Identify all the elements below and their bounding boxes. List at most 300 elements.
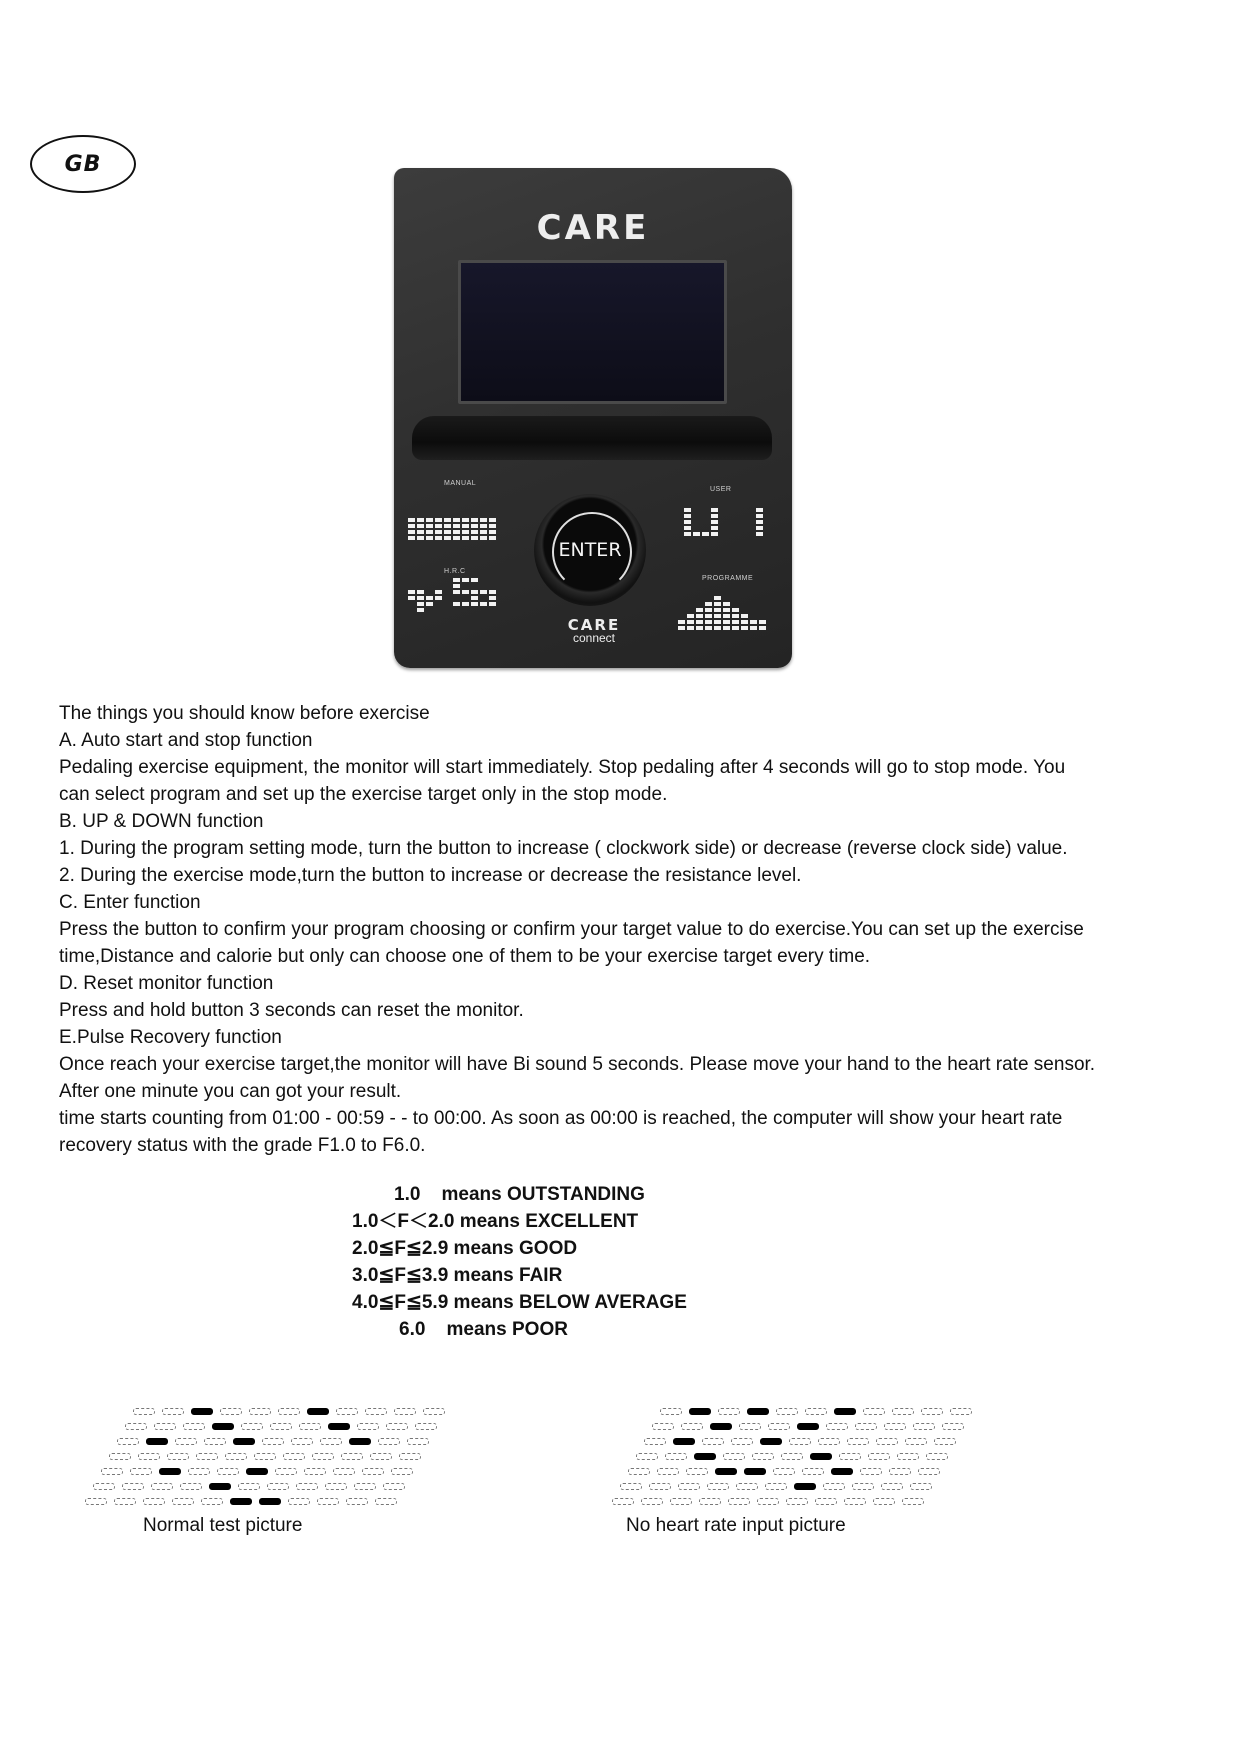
matrix-dot — [444, 590, 451, 594]
matrix-dot — [750, 608, 757, 612]
matrix-dot — [732, 626, 739, 630]
matrix-dot — [741, 596, 748, 600]
matrix-dot — [705, 608, 712, 612]
segment-off — [897, 1453, 919, 1460]
segment-off — [736, 1483, 758, 1490]
matrix-dot — [756, 526, 763, 530]
segment-off — [921, 1408, 943, 1415]
segment-off — [768, 1423, 790, 1430]
segment-off — [114, 1498, 136, 1505]
matrix-dot — [444, 578, 451, 582]
matrix-dot — [741, 614, 748, 618]
matrix-dot — [741, 626, 748, 630]
matrix-dot — [750, 602, 757, 606]
matrix-dot — [684, 532, 691, 536]
segment-off — [707, 1483, 729, 1490]
segment-off — [612, 1498, 634, 1505]
matrix-dot — [750, 614, 757, 618]
segment-off — [354, 1483, 376, 1490]
matrix-dot — [723, 626, 730, 630]
section-c-heading: C. Enter function — [59, 892, 201, 913]
matrix-dot — [759, 626, 766, 630]
matrix-dot — [711, 520, 718, 524]
segment-off — [299, 1423, 321, 1430]
matrix-dot — [444, 518, 451, 522]
matrix-dot — [705, 614, 712, 618]
matrix-dot — [750, 620, 757, 624]
segment-off — [873, 1498, 895, 1505]
instructions-text — [59, 700, 1099, 1159]
section-b-item-2: 2. During the exercise mode,turn the button to increase or decrease the resistance level. — [59, 865, 802, 886]
segment-off — [122, 1483, 144, 1490]
segment-on — [694, 1453, 716, 1460]
matrix-dot — [678, 620, 685, 624]
console-lcd-screen — [458, 260, 727, 404]
matrix-dot — [729, 520, 736, 524]
matrix-dot — [471, 602, 478, 606]
matrix-dot — [417, 602, 424, 606]
segment-off — [863, 1408, 885, 1415]
language-badge — [30, 135, 136, 193]
matrix-dot — [720, 520, 727, 524]
matrix-dot — [684, 514, 691, 518]
segment-off — [85, 1498, 107, 1505]
segment-off — [826, 1423, 848, 1430]
segment-off — [204, 1438, 226, 1445]
segment-on — [159, 1468, 181, 1475]
matrix-dot — [684, 508, 691, 512]
matrix-dot — [408, 518, 415, 522]
segment-off — [889, 1468, 911, 1475]
section-a-body: Pedaling exercise equipment, the monitor will start immediately. Stop pedaling after 4 seconds will go to stop mode. You can select program and set up the exercise target only in the stop mode. — [59, 757, 1066, 805]
matrix-dot — [453, 536, 460, 540]
matrix-dot — [417, 536, 424, 540]
matrix-dot — [489, 596, 496, 600]
matrix-dot — [759, 608, 766, 612]
segment-off — [278, 1408, 300, 1415]
matrix-dot — [435, 524, 442, 528]
matrix-dot — [444, 584, 451, 588]
segment-off — [362, 1468, 384, 1475]
matrix-dot — [489, 602, 496, 606]
hrc-icon — [408, 578, 496, 612]
matrix-dot — [720, 526, 727, 530]
matrix-dot — [714, 614, 721, 618]
segment-off — [407, 1438, 429, 1445]
matrix-dot — [732, 608, 739, 612]
segment-on — [209, 1483, 231, 1490]
manual-icon — [408, 518, 496, 540]
segment-on — [810, 1453, 832, 1460]
segment-off — [839, 1453, 861, 1460]
segment-off — [702, 1438, 724, 1445]
matrix-dot — [723, 602, 730, 606]
segment-off — [802, 1468, 824, 1475]
grade-item: 3.0≦F≦3.9 means FAIR — [352, 1265, 563, 1286]
matrix-dot — [444, 524, 451, 528]
matrix-dot — [426, 602, 433, 606]
matrix-dot — [702, 520, 709, 524]
matrix-dot — [489, 590, 496, 594]
matrix-dot — [462, 524, 469, 528]
segment-on — [191, 1408, 213, 1415]
segment-off — [167, 1453, 189, 1460]
matrix-dot — [687, 620, 694, 624]
matrix-dot — [462, 596, 469, 600]
hrc-label: H.R.C — [444, 568, 466, 575]
matrix-dot — [693, 514, 700, 518]
matrix-dot — [435, 536, 442, 540]
matrix-dot — [444, 602, 451, 606]
matrix-dot — [678, 596, 685, 600]
matrix-dot — [480, 596, 487, 600]
segment-off — [386, 1423, 408, 1430]
matrix-dot — [696, 614, 703, 618]
matrix-dot — [678, 602, 685, 606]
matrix-dot — [462, 590, 469, 594]
segment-off — [172, 1498, 194, 1505]
matrix-dot — [702, 526, 709, 530]
intro-heading: The things you should know before exercise — [59, 703, 430, 724]
matrix-dot — [729, 514, 736, 518]
matrix-dot — [693, 508, 700, 512]
segment-on — [307, 1408, 329, 1415]
segment-on — [797, 1423, 819, 1430]
matrix-dot — [741, 608, 748, 612]
matrix-dot — [417, 590, 424, 594]
matrix-dot — [426, 578, 433, 582]
matrix-dot — [687, 596, 694, 600]
segment-off — [415, 1423, 437, 1430]
segment-off — [805, 1408, 827, 1415]
segment-off — [876, 1438, 898, 1445]
matrix-dot — [417, 584, 424, 588]
segment-off — [892, 1408, 914, 1415]
segment-off — [238, 1483, 260, 1490]
segment-off — [249, 1408, 271, 1415]
no-heart-rate-caption: No heart rate input picture — [626, 1515, 846, 1536]
segment-off — [133, 1408, 155, 1415]
segment-on — [715, 1468, 737, 1475]
matrix-dot — [750, 596, 757, 600]
matrix-dot — [417, 578, 424, 582]
matrix-dot — [435, 596, 442, 600]
segment-off — [926, 1453, 948, 1460]
segment-off — [628, 1468, 650, 1475]
matrix-dot — [462, 530, 469, 534]
segment-off — [341, 1453, 363, 1460]
matrix-dot — [453, 602, 460, 606]
segment-off — [752, 1453, 774, 1460]
segment-off — [913, 1423, 935, 1430]
segment-off — [196, 1453, 218, 1460]
matrix-dot — [444, 596, 451, 600]
matrix-dot — [462, 518, 469, 522]
segment-off — [241, 1423, 263, 1430]
enter-knob[interactable] — [534, 494, 646, 606]
segment-off — [346, 1498, 368, 1505]
matrix-dot — [684, 526, 691, 530]
programme-label: PROGRAMME — [702, 575, 754, 582]
segment-on — [212, 1423, 234, 1430]
matrix-dot — [756, 520, 763, 524]
matrix-dot — [693, 532, 700, 536]
matrix-dot — [702, 508, 709, 512]
segment-off — [217, 1468, 239, 1475]
segment-off — [773, 1468, 795, 1475]
segment-off — [188, 1468, 210, 1475]
segment-off — [317, 1498, 339, 1505]
grade-item: 1.0＜F＜2.0 means EXCELLENT — [352, 1211, 639, 1232]
console-body — [394, 168, 792, 668]
matrix-dot — [687, 608, 694, 612]
matrix-dot — [714, 602, 721, 606]
segment-off — [902, 1498, 924, 1505]
matrix-dot — [738, 532, 745, 536]
matrix-dot — [417, 524, 424, 528]
matrix-dot — [711, 526, 718, 530]
grade-item: 6.0 means POOR — [399, 1319, 568, 1340]
manual-label: MANUAL — [444, 480, 477, 487]
section-a-heading: A. Auto start and stop function — [59, 730, 313, 751]
segment-off — [757, 1498, 779, 1505]
matrix-dot — [453, 584, 460, 588]
matrix-dot — [693, 526, 700, 530]
matrix-dot — [738, 520, 745, 524]
segment-off — [370, 1453, 392, 1460]
section-b-heading: B. UP & DOWN function — [59, 811, 264, 832]
matrix-dot — [720, 508, 727, 512]
matrix-dot — [471, 590, 478, 594]
segment-on — [146, 1438, 168, 1445]
segment-off — [644, 1438, 666, 1445]
segment-off — [815, 1498, 837, 1505]
segment-off — [175, 1438, 197, 1445]
matrix-dot — [471, 530, 478, 534]
matrix-dot — [756, 532, 763, 536]
segment-on — [744, 1468, 766, 1475]
segment-off — [304, 1468, 326, 1475]
matrix-dot — [453, 596, 460, 600]
knob-arrow-ring-icon — [552, 512, 632, 592]
matrix-dot — [678, 614, 685, 618]
segment-on — [747, 1408, 769, 1415]
matrix-dot — [738, 526, 745, 530]
matrix-dot — [408, 530, 415, 534]
segment-off — [93, 1483, 115, 1490]
matrix-dot — [471, 608, 478, 612]
section-d-heading: D. Reset monitor function — [59, 973, 274, 994]
matrix-dot — [480, 536, 487, 540]
segment-off — [423, 1408, 445, 1415]
matrix-dot — [489, 578, 496, 582]
segment-on — [230, 1498, 252, 1505]
segment-off — [910, 1483, 932, 1490]
matrix-dot — [426, 530, 433, 534]
segment-off — [823, 1483, 845, 1490]
segment-off — [665, 1453, 687, 1460]
segment-on — [349, 1438, 371, 1445]
user-icon — [684, 508, 763, 536]
matrix-dot — [732, 596, 739, 600]
segment-off — [786, 1498, 808, 1505]
matrix-dot — [462, 578, 469, 582]
segment-off — [905, 1438, 927, 1445]
segment-off — [681, 1423, 703, 1430]
matrix-dot — [729, 532, 736, 536]
user-label: USER — [710, 486, 732, 493]
matrix-dot — [435, 518, 442, 522]
matrix-dot — [435, 590, 442, 594]
matrix-dot — [693, 520, 700, 524]
segment-on — [259, 1498, 281, 1505]
matrix-dot — [480, 518, 487, 522]
matrix-dot — [471, 596, 478, 600]
matrix-dot — [489, 608, 496, 612]
segment-off — [670, 1498, 692, 1505]
segment-on — [834, 1408, 856, 1415]
console-handle — [412, 416, 772, 460]
matrix-dot — [408, 584, 415, 588]
matrix-dot — [417, 608, 424, 612]
matrix-dot — [489, 536, 496, 540]
segment-off — [620, 1483, 642, 1490]
segment-off — [312, 1453, 334, 1460]
matrix-dot — [720, 532, 727, 536]
matrix-dot — [741, 620, 748, 624]
segment-off — [225, 1453, 247, 1460]
matrix-dot — [714, 596, 721, 600]
matrix-dot — [435, 608, 442, 612]
matrix-dot — [471, 584, 478, 588]
matrix-dot — [714, 626, 721, 630]
segment-off — [868, 1453, 890, 1460]
matrix-dot — [453, 524, 460, 528]
segment-off — [636, 1453, 658, 1460]
matrix-dot — [480, 584, 487, 588]
matrix-dot — [435, 530, 442, 534]
matrix-dot — [489, 530, 496, 534]
matrix-dot — [408, 596, 415, 600]
matrix-dot — [444, 608, 451, 612]
matrix-dot — [759, 602, 766, 606]
segment-off — [686, 1468, 708, 1475]
segment-off — [884, 1423, 906, 1430]
segment-off — [151, 1483, 173, 1490]
matrix-dot — [759, 614, 766, 618]
section-c-body: Press the button to confirm your program choosing or confirm your target value to do exercise.You can set up the exercise time,Distance and calorie but only can choose one of them to be your exercise target every time. — [59, 919, 1084, 967]
segment-off — [739, 1423, 761, 1430]
matrix-dot — [444, 536, 451, 540]
matrix-dot — [408, 524, 415, 528]
matrix-dot — [747, 514, 754, 518]
segment-off — [325, 1483, 347, 1490]
care-connect-logo — [544, 616, 644, 645]
matrix-dot — [471, 578, 478, 582]
segment-off — [699, 1498, 721, 1505]
segment-off — [378, 1438, 400, 1445]
matrix-dot — [756, 514, 763, 518]
matrix-dot — [462, 602, 469, 606]
matrix-dot — [480, 578, 487, 582]
section-d-body: Press and hold button 3 seconds can reset the monitor. — [59, 1000, 524, 1021]
matrix-dot — [705, 602, 712, 606]
matrix-dot — [723, 614, 730, 618]
segment-off — [918, 1468, 940, 1475]
grade-item: 4.0≦F≦5.9 means BELOW AVERAGE — [352, 1292, 687, 1313]
matrix-dot — [462, 584, 469, 588]
segment-off — [818, 1438, 840, 1445]
matrix-dot — [714, 608, 721, 612]
matrix-dot — [480, 590, 487, 594]
matrix-dot — [426, 608, 433, 612]
section-e-heading: E.Pulse Recovery function — [59, 1027, 282, 1048]
matrix-dot — [426, 590, 433, 594]
matrix-dot — [687, 614, 694, 618]
section-e-timer: time starts counting from 01:00 - 00:59 - - to 00:00. As soon as 00:00 is reached, the computer will show your heart rate recovery status with the grade F1.0 to F6.0. — [59, 1108, 1063, 1156]
matrix-dot — [471, 524, 478, 528]
programme-icon — [678, 596, 766, 630]
console-photo — [386, 162, 796, 672]
segment-on — [760, 1438, 782, 1445]
segment-off — [731, 1438, 753, 1445]
matrix-dot — [723, 596, 730, 600]
care-connect-sub: connect — [572, 631, 616, 645]
matrix-dot — [711, 508, 718, 512]
segment-off — [336, 1408, 358, 1415]
language-badge-label: GB — [64, 151, 102, 177]
segment-off — [288, 1498, 310, 1505]
segment-off — [220, 1408, 242, 1415]
matrix-dot — [462, 608, 469, 612]
matrix-dot — [696, 620, 703, 624]
matrix-dot — [453, 590, 460, 594]
segment-off — [154, 1423, 176, 1430]
matrix-dot — [417, 596, 424, 600]
matrix-dot — [426, 518, 433, 522]
segment-off — [180, 1483, 202, 1490]
segment-off — [728, 1498, 750, 1505]
matrix-dot — [696, 602, 703, 606]
matrix-dot — [720, 514, 727, 518]
segment-off — [844, 1498, 866, 1505]
matrix-dot — [747, 526, 754, 530]
matrix-dot — [426, 536, 433, 540]
matrix-dot — [435, 584, 442, 588]
care-connect-brand: CARE — [567, 616, 621, 634]
matrix-dot — [489, 524, 496, 528]
matrix-dot — [729, 526, 736, 530]
matrix-dot — [444, 530, 451, 534]
segment-on — [246, 1468, 268, 1475]
no-heart-rate-picture — [620, 1408, 950, 1504]
segment-off — [391, 1468, 413, 1475]
segment-off — [275, 1468, 297, 1475]
segment-off — [143, 1498, 165, 1505]
segment-on — [328, 1423, 350, 1430]
segment-on — [710, 1423, 732, 1430]
matrix-dot — [711, 514, 718, 518]
segment-off — [320, 1438, 342, 1445]
segment-off — [394, 1408, 416, 1415]
matrix-dot — [462, 536, 469, 540]
grade-item: 1.0 means OUTSTANDING — [394, 1184, 645, 1205]
segment-off — [183, 1423, 205, 1430]
matrix-dot — [408, 536, 415, 540]
matrix-dot — [687, 626, 694, 630]
matrix-dot — [732, 620, 739, 624]
segment-off — [641, 1498, 663, 1505]
